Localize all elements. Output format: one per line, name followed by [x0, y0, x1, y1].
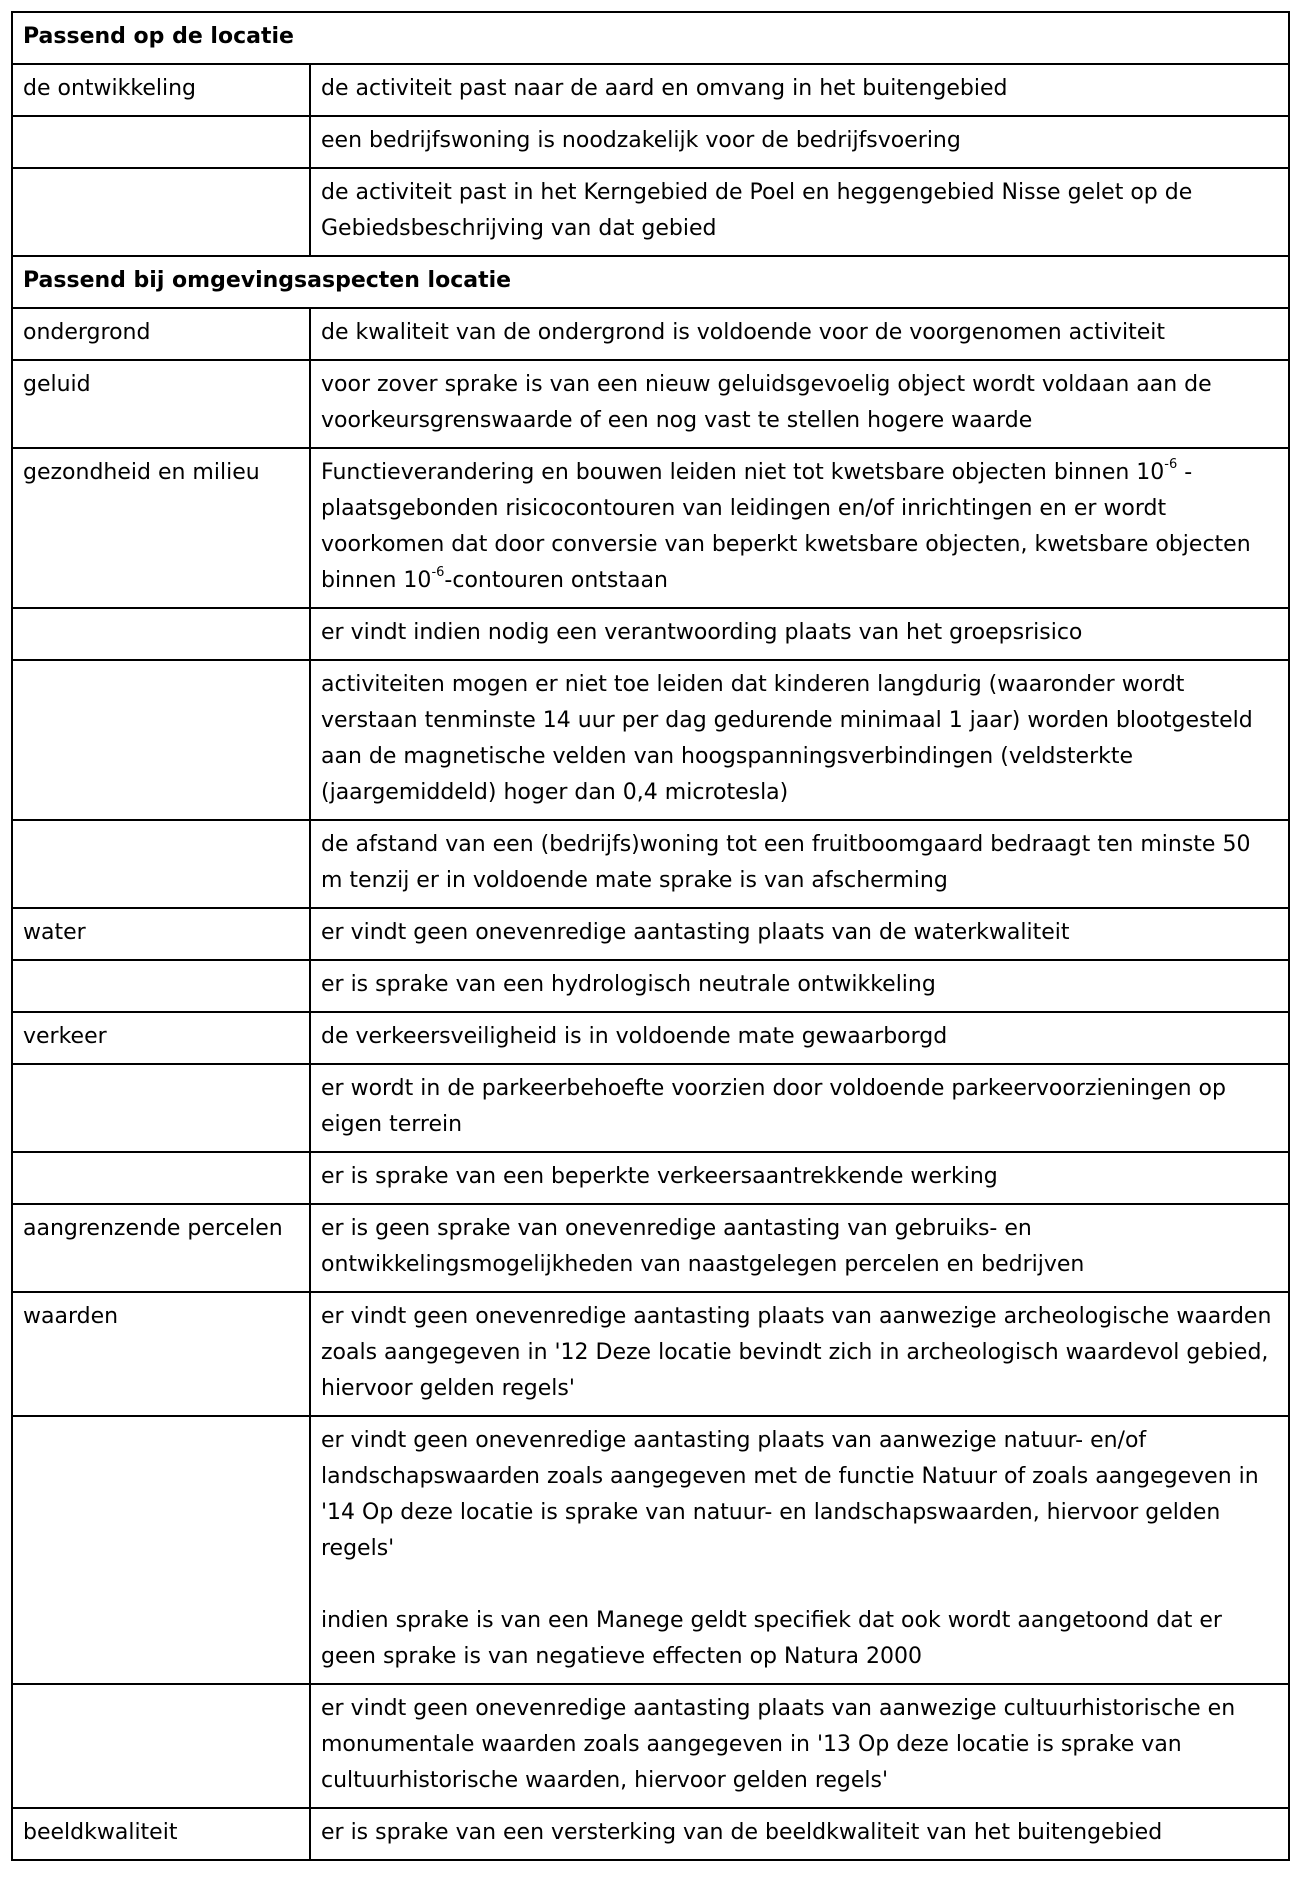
- criterion-text: voor zover sprake is van een nieuw geluidsgevoelig object wordt voldaan aan de voorkeursgrenswaarde of een nog vast te stellen hogere waarde: [310, 360, 1289, 448]
- aspect-label: [12, 820, 310, 908]
- table-row: [12, 116, 1289, 168]
- aspect-label: aangrenzende percelen: [12, 1204, 310, 1292]
- aspect-label: waarden: [12, 1292, 310, 1416]
- table-row: [12, 660, 1289, 820]
- criterion-text: een bedrijfswoning is noodzakelijk voor de bedrijfsvoering: [310, 116, 1289, 168]
- table-row: [12, 1012, 1289, 1064]
- aspect-label: [12, 1684, 310, 1808]
- table-row: [12, 1808, 1289, 1860]
- criterion-text: de kwaliteit van de ondergrond is voldoende voor de voorgenomen activiteit: [310, 308, 1289, 360]
- aspect-label: ondergrond: [12, 308, 310, 360]
- table-row: [12, 168, 1289, 256]
- table-row: [12, 1064, 1289, 1152]
- criterion-text: er is sprake van een versterking van de beeldkwaliteit van het buitengebied: [310, 1808, 1289, 1860]
- criterion-text: er is geen sprake van onevenredige aantasting van gebruiks- en ontwikkelingsmogelijkheden van naastgelegen percelen en bedrijven: [310, 1204, 1289, 1292]
- table-row: [12, 360, 1289, 448]
- table-row: [12, 820, 1289, 908]
- criterion-paragraph: er vindt geen onevenredige aantasting plaats van aanwezige natuur- en/of landschapswaarden zoals aangegeven met de functie Natuur of zoals aangegeven in '14 Op deze locatie is sprake van natuur- en landschapswaarden, hiervoor gelden regels': [321, 1428, 1259, 1561]
- table-row: [12, 608, 1289, 660]
- criterion-text: activiteiten mogen er niet toe leiden dat kinderen langdurig (waaronder wordt verstaan tenminste 14 uur per dag gedurende minimaal 1 jaar) worden blootgesteld aan de magnetische velden van hoogspanningsverbindingen (veldsterkte (jaargemiddeld) hoger dan 0,4 microtesla): [310, 660, 1289, 820]
- criterion-text: [310, 1416, 1289, 1684]
- aspect-label: de ontwikkeling: [12, 64, 310, 116]
- criterion-text: er vindt geen onevenredige aantasting plaats van de waterkwaliteit: [310, 908, 1289, 960]
- aspect-label: [12, 660, 310, 820]
- criterion-text: er vindt geen onevenredige aantasting plaats van aanwezige cultuurhistorische en monumentale waarden zoals aangegeven in '13 Op deze locatie is sprake van cultuurhistorische waarden, hiervoor gelden regels': [310, 1684, 1289, 1808]
- criterion-text: [310, 448, 1289, 608]
- aspect-label: [12, 608, 310, 660]
- table-row: [12, 1416, 1289, 1684]
- aspect-label: [12, 1152, 310, 1204]
- criterion-text: er wordt in de parkeerbehoefte voorzien door voldoende parkeervoorzieningen op eigen terrein: [310, 1064, 1289, 1152]
- section-heading: Passend bij omgevingsaspecten locatie: [12, 256, 1289, 308]
- criterion-text-part: -contouren ontstaan: [444, 568, 668, 593]
- aspect-label: [12, 168, 310, 256]
- criterion-text: de activiteit past naar de aard en omvang in het buitengebied: [310, 64, 1289, 116]
- table-row: [12, 1292, 1289, 1416]
- criterion-text: er is sprake van een hydrologisch neutrale ontwikkeling: [310, 960, 1289, 1012]
- aspect-label: [12, 1064, 310, 1152]
- table-row: [12, 908, 1289, 960]
- section-header-row: [12, 12, 1289, 64]
- criterion-text: er vindt geen onevenredige aantasting plaats van aanwezige archeologische waarden zoals aangegeven in '12 Deze locatie bevindt zich in archeologisch waardevol gebied, hiervoor gelden regels': [310, 1292, 1289, 1416]
- criteria-table: [11, 11, 1290, 1861]
- aspect-label: verkeer: [12, 1012, 310, 1064]
- criterion-text: de afstand van een (bedrijfs)woning tot een fruitboomgaard bedraagt ten minste 50 m tenzij er in voldoende mate sprake is van afscherming: [310, 820, 1289, 908]
- criterion-text-part: -plaatsgebonden risicocontouren van leidingen en/of inrichtingen en er wordt voorkomen dat door conversie van beperkt kwetsbare objecten, kwetsbare objecten binnen 10: [321, 460, 1251, 593]
- aspect-label: [12, 960, 310, 1012]
- criterion-text: er vindt indien nodig een verantwoording plaats van het groepsrisico: [310, 608, 1289, 660]
- table-row: [12, 1152, 1289, 1204]
- table-row: [12, 960, 1289, 1012]
- criterion-text: de activiteit past in het Kerngebied de Poel en heggengebied Nisse gelet op de Gebiedsbeschrijving van dat gebied: [310, 168, 1289, 256]
- criterion-text: de verkeersveiligheid is in voldoende mate gewaarborgd: [310, 1012, 1289, 1064]
- section-header-row: [12, 256, 1289, 308]
- criterion-paragraph: indien sprake is van een Manege geldt specifiek dat ook wordt aangetoond dat er geen sprake is van negatieve effecten op Natura 2000: [321, 1608, 1222, 1669]
- aspect-label: [12, 1416, 310, 1684]
- table-row: [12, 1204, 1289, 1292]
- aspect-label: [12, 116, 310, 168]
- exponent: -6: [1164, 456, 1178, 472]
- table-row: [12, 448, 1289, 608]
- criterion-text-part: Functieverandering en bouwen leiden niet tot kwetsbare objecten binnen 10: [321, 460, 1165, 485]
- exponent: -6: [431, 564, 445, 580]
- table-row: [12, 1684, 1289, 1808]
- table-row: [12, 308, 1289, 360]
- section-heading: Passend op de locatie: [12, 12, 1289, 64]
- aspect-label: gezondheid en milieu: [12, 448, 310, 608]
- table-row: [12, 64, 1289, 116]
- aspect-label: beeldkwaliteit: [12, 1808, 310, 1860]
- aspect-label: geluid: [12, 360, 310, 448]
- criterion-text: er is sprake van een beperkte verkeersaantrekkende werking: [310, 1152, 1289, 1204]
- paragraph-spacer: [321, 1567, 1278, 1603]
- aspect-label: water: [12, 908, 310, 960]
